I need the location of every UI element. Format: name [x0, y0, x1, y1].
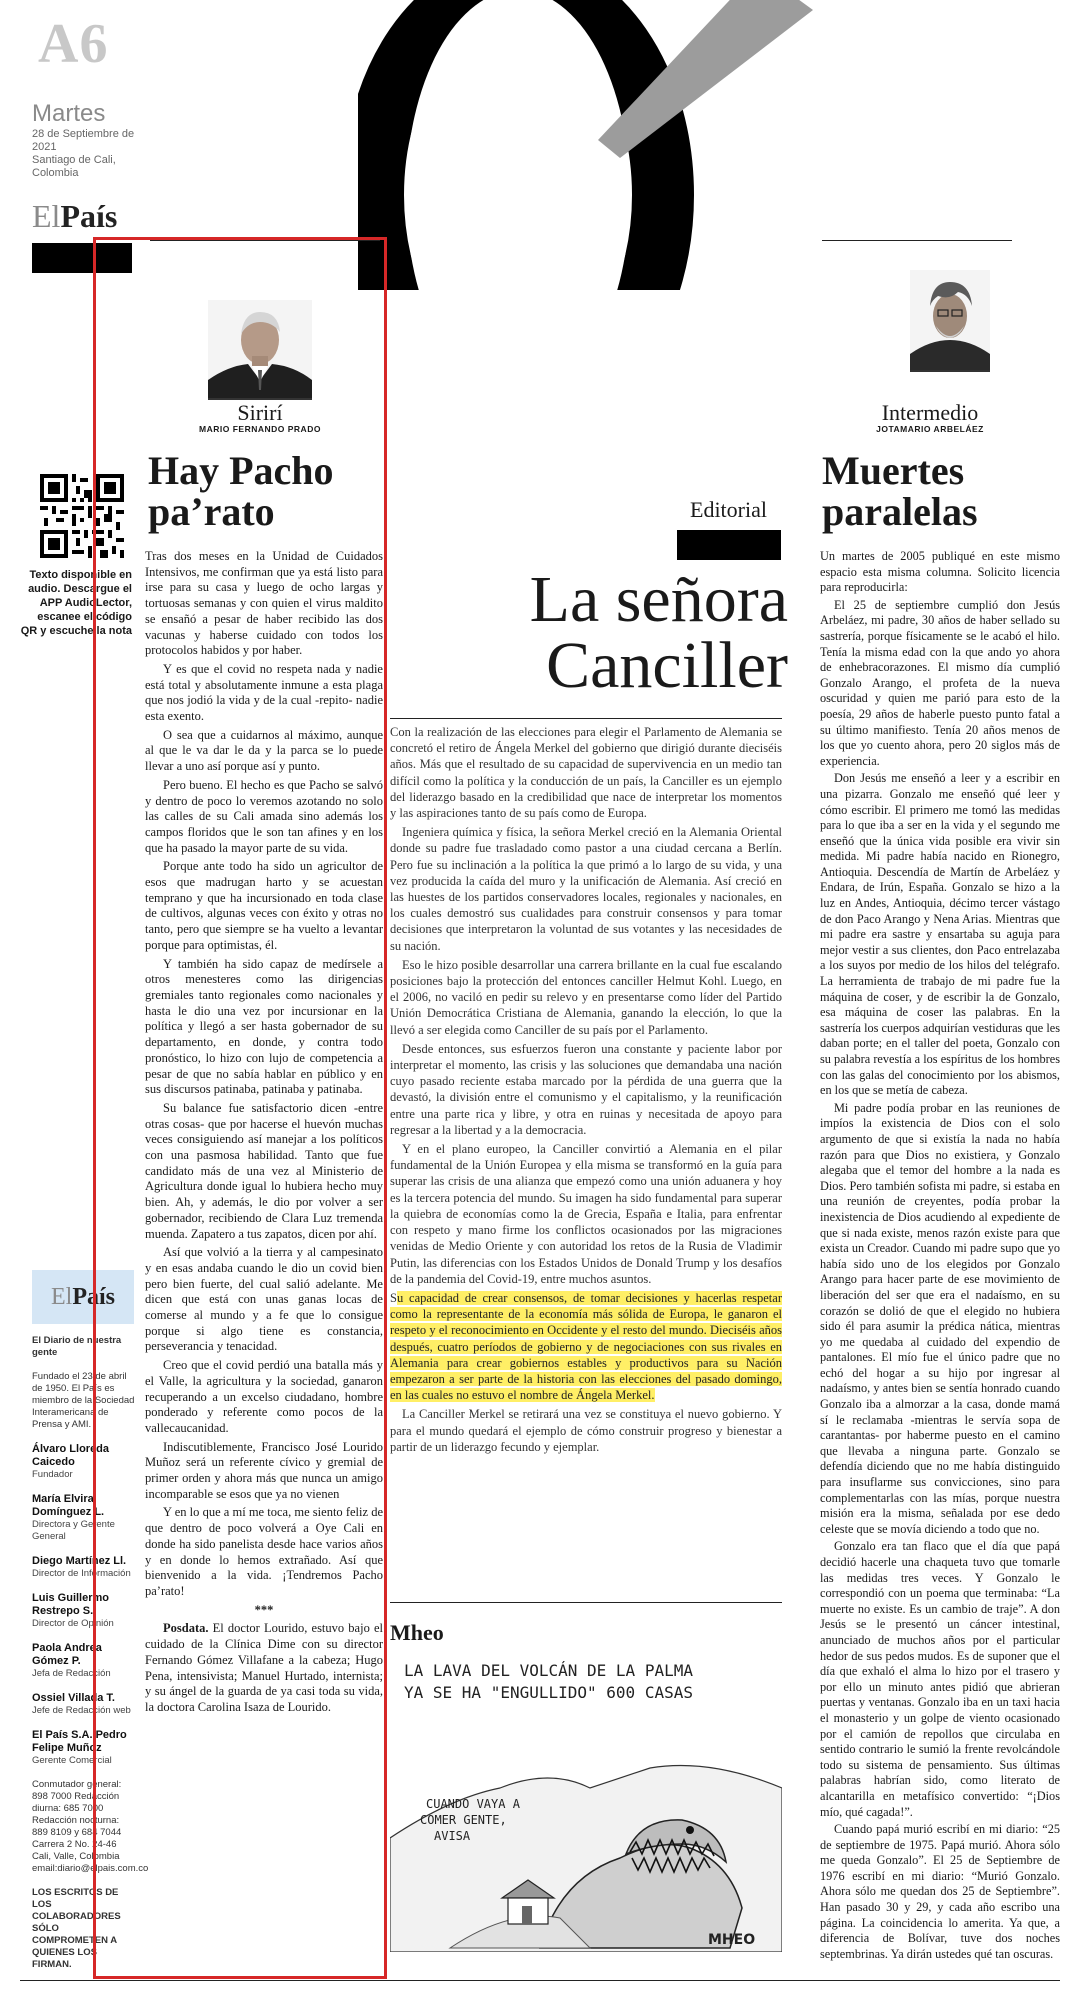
paragraph: Su balance fue satisfactorio dicen -entre otras cosas- que por hacerse el huevón muchas veces consiguiendo así manejar a los políticos con una pasmosa habilidad. Tanto que fue candidato más de una vez al Ministerio de Agricultura donde igual lo hubiera hecho muy bien. Ah, y además, le dio por volver a ser gobernador, recibiendo de Clara Luz tremenda muenda. Zapatero a tus zapatos, dicen por ahí. — [145, 1100, 383, 1241]
qr-caption: Texto disponible en audio. Descargue el APP AudioLector, escanee el código QR y escuche la nota — [20, 569, 132, 637]
staff-name: Álvaro Lloreda Caicedo — [32, 1443, 110, 1468]
paragraph: Cuando papá murió escribí en mi diario: “25 de septiembre de 1975. Papá murió. Ahora sólo me queda Gonzalo”. El 25 de Septiembre de 1976 escribí en mi diario: “Murió Gonzalo. Ahora sólo me quedan dos 25 de Septiembre”. Han pasado 30 y 29, y cada año escribo una página. La coincidencia lo amerita. Ya que, a diferencia de Bolívar, tuve dos noches septembrinas. Ya dirán ustedes qué tan oscuras. — [820, 1822, 1060, 1961]
column-title: Muertes paralelas — [822, 448, 978, 534]
staff-name: Diego Martínez Ll. — [32, 1555, 127, 1567]
cartoon-bubble-line3: AVISA — [434, 1829, 471, 1843]
masthead-contact: Conmutador general: 898 7000 Redacción diurna: 685 7000 Redacción nocturna: 889 8109 y 684 7044 Carrera 2 No. 24-46 Cali, Valle, Colombia email:diario@elpais.com.co — [32, 1779, 149, 1874]
cartoon-illustration — [390, 1648, 782, 1952]
staff-role: Director de Opinión — [32, 1618, 114, 1629]
highlighted-text: u capacidad de crear consensos, de tomar decisiones y hacerlas respetar como la representante de la economía más sólida de Europa, le ganaron el respeto y el reconocimiento en Occidente y el resto del mundo. Dieciséis años después, cuatro períodos de gobierno y de negociaciones con sus rivales en Alemania para crear gobiernos estables y productivos para su Nación empezaron a ser parte de la historia con las elecciones del pasado domingo, en las cuales no estuvo el nombre de Ángela Merkel. — [390, 1290, 782, 1403]
column-author: JOTAMARIO ARBELÁEZ — [876, 424, 984, 434]
city: Santiago de Cali, — [32, 154, 116, 166]
postdata-text: El doctor Lourido, estuvo bajo el cuidado de la Clínica Dime con su director Fernando Gómez Villafane a la cabeza; Hugo Pena, intensivista; Manuel Hurtado, internista; y su ángel de la guarda de ya casi toda su vida, la doctora Carolina Isaza de Lourido. — [145, 1621, 383, 1714]
postdata-label: Posdata. — [163, 1621, 209, 1636]
column-title: Hay Pacho pa’rato — [148, 448, 334, 534]
staff-role: Jefe de Redacción web — [32, 1705, 131, 1716]
paragraph: Un martes de 2005 publiqué en este mismo espacio esta misma columna. Solicito licencia para reproducirla: — [820, 549, 1060, 595]
cartoon-signature: MHEO — [708, 1932, 756, 1948]
editorial-rule — [390, 718, 782, 719]
paragraph: Y es que el covid no respeta nada y nadie está total y absolutamente inmune a esta plaga que nos jodió la vida y de la cual -repito- nadie esta exento. — [145, 661, 383, 724]
editorial-title: La señora Canciller — [529, 563, 788, 702]
staff-role: Director de Información — [32, 1568, 131, 1579]
cartoon-caption-line1: LA LAVA DEL VOLCÁN DE LA PALMA — [404, 1661, 693, 1680]
cartoon-bubble-line2: COMER GENTE, — [420, 1813, 507, 1827]
column-author: MARIO FERNANDO PRADO — [199, 424, 321, 434]
editorial-body — [390, 724, 782, 1458]
paragraph: Eso le hizo posible desarrollar una carrera brillante en la cual fue escalando posiciones bajo la protección del entonces canciller Helmut Kohl. Luego, en el 2006, no vaciló en pedir su relevo y en presentarse como líder del Partido Unión Democrática Cristiana de Alemania, ganando la elección, lo que la llevó a ser elegida como Canciller de su país por el Parlamento. — [390, 957, 782, 1037]
paragraph: Pero bueno. El hecho es que Pacho se salvó y dentro de poco lo veremos azotando no solo las calles de su Cali amada sino además los campos floridos que le son tan afines y en los que ha pasado la mayor parte de su vida. — [145, 777, 383, 855]
staff-role: Gerente Comercial — [32, 1755, 112, 1766]
cartoon-bubble-line1: CUANDO VAYA A — [426, 1797, 520, 1811]
paragraph: Don Jesús me enseñó a leer y a escribir en una pizarra. Gonzalo me enseñó qué leer y cómo escribir. El primero me tomó las medidas para lo que iba a ser en la vida y el segundo me enseñó que la única vida posible era vivir sin medida. Mi padre había nacido en Rionegro, Antioquia. Descendía de Martín de Arbeláez y Endara, de Irún, España. Gonzalo se hizo a la luz en Andes, Antioquia, décimo tercer vástago de don Paco Arango y Nena Arias. Mientras que mi padre era sastre y ensartaba su aguja para mejor vestir a sus clientes, don Paco entrelazaba a los suyos por medio de los hilos del telégrafo. La herramienta de trabajo de mi padre fue la máquina de coser, y de escribir la de Gonzalo, esa máquina de coser las palabras. En la sastrería los cuerpos adquirían vestiduras que les daban porte; en el taller del poeta, Gonzalo con su palabra revestía a los espíritus de los hombres con las galas del conocimiento por los abismos, en los que se metía de cabeza. — [820, 771, 1060, 1098]
paragraph: Y en lo que a mí me toca, me siento feliz de que dentro de poco volverá a Oye Cali en donde ha sido panelista desde hace varios años y en donde lo hemos extrañado. Así que bienvenido a la vida. ¡Tendremos Pacho pa’rato! — [145, 1505, 383, 1598]
masthead-tagline: El Diario de nuestra gente — [32, 1335, 122, 1358]
masthead-disclaimer: LOS ESCRITOS DE LOS COLABORADORES SÓLO COMPROMETEN A QUIENES LOS FIRMAN. — [32, 1887, 121, 1970]
page-number: A6 — [38, 13, 109, 75]
highlight-first-letter: S — [390, 1290, 397, 1305]
paragraph: El 25 de septiembre cumplió don Jesús Arbeláez, mi padre, 30 años de haber sellado su sastrería, porque físicamente se le acabó el hilo. Tenía la misma edad con la que ando yo ahora de enhebracorazones. El mismo día cumplió Gonzalo Arango, el profeta de la nueva oscuridad y quien me parió para esto de la poesía, 29 años de haberle puesto punto fatal a su último manifiesto. Tenía 20 años menos de los que yo cuento ahora, pero 20 siglos más de experiencia. — [820, 597, 1060, 768]
logo-suffix: País — [60, 198, 118, 234]
staff-role: Directora y Gerente General — [32, 1519, 115, 1542]
annotation-box — [93, 237, 387, 1979]
paragraph: Porque ante todo ha sido un agricultor de esos que madrugan harto y se acuestan temprano y que ha incursionado en toda clase de cultivos, algunas veces con éxito y otras no tanto, pero que siempre se ha vuelto a levantar porque para optimistas, él. — [145, 859, 383, 952]
dateline — [32, 100, 142, 180]
paragraph: Y en el plano europeo, la Canciller convirtió a Alemania en el pilar fundamental de la Unión Europea y ella misma se transformó en la guía para superar las crisis de una alianza que empezó como una unión aduanera y hoy es la tercera potencia del mundo. Su imagen ha sido fundamental para superar la quiebra de economías como la de Grecia, España e Italia, para enfrentar con respeto y mano firme los conflictos ocasionados por las migraciones venidas de Medio Oriente y con autoridad los retos de la Rusia de Vladimir Putin, las diferencias con los Estados Unidos de Donald Trump y los desafíos de la pandemia del Covid-19, entre muchos asuntos. — [390, 1142, 782, 1286]
section-separator: *** — [254, 1602, 274, 1617]
paragraph: Así que volvió a la tierra y al campesinato y en esas andaba cuando le dio un covid bien pero bien fuerte, del cual salió adelante. Me dicen que está con unas ganas locas de comerse al mundo y a fe que lo consigue porque si algo tiene es constancia, perseverancia y tenacidad. — [145, 1245, 383, 1354]
paragraph: Indiscutiblemente, Francisco José Lourido Muñoz será un referente cívico y gremial de primer orden y ahora más que nunca un amigo incomparable se esos que ya no vienen — [145, 1439, 383, 1501]
masthead-founded: Fundado el 23 de abril de 1950. El País es miembro de la Sociedad Interamericana de Prensa y AMI. — [32, 1371, 135, 1430]
column-section-name: Sirirí — [237, 400, 283, 425]
staff-name: Ossiel Villada T. — [32, 1692, 115, 1704]
highlighted-paragraph — [390, 1290, 782, 1403]
newspaper-logo — [32, 198, 117, 235]
country: Colombia — [32, 167, 79, 179]
author-photo-intermedio — [910, 270, 990, 372]
paragraph: La Canciller Merkel se retirará una vez se constituya el nuevo gobierno. Y para el mundo quedará el ejemplo de cómo construir progreso y bienestar a partir de un liderazgo fecundo y ejemplar. — [390, 1407, 782, 1454]
cartoon-caption-line2: YA SE HA "ENGULLIDO" 600 CASAS — [404, 1683, 693, 1702]
paragraph: Tras dos meses en la Unidad de Cuidados Intensivos, me confirman que ya está listo para irse para su casa y luego de ocho largas y tortuosas semanas y con quien el virus maldito se ensañó a pesar de haber recibido las dos vacunas y haberse cuidado con todos los protocolos habidos y por haber. — [145, 549, 383, 658]
opinion-o-logo — [358, 0, 818, 290]
paragraph: Creo que el covid perdió una batalla más y el Valle, la agricultura y la sociedad, ganaron recuperando a un excelso ciudadano, hombre ponderado y referente como pocos de la vallecaucanidad. — [145, 1358, 383, 1435]
masthead-logo-suffix: País — [72, 1283, 115, 1310]
staff-role: Fundador — [32, 1469, 73, 1480]
logo-prefix: El — [32, 198, 61, 234]
paragraph: Con la realización de las elecciones para elegir el Parlamento de Alemania se concretó el retiro de Ángela Merkel del gobierno que dirigió durante dieciséis años. Más que el resultado de su capacidad de supervivencia en un medio tan difícil como la política y la conducción de un país, la Canciller es un ejemplo del liderazgo basado en la credibilidad que nace de interpretar los momentos y las aspiraciones tanto de su país como de Europa. — [390, 725, 782, 821]
intermedio-top-rule — [822, 240, 1012, 241]
footer-rule — [20, 1980, 1060, 1981]
masthead-logo-prefix: El — [51, 1283, 73, 1310]
editorial-bar — [677, 530, 781, 560]
staff-role: Jefa de Redacción — [32, 1668, 111, 1679]
paragraph: Gonzalo era tan flaco que el día que papá decidió hacerle una chaqueta tuvo que tomarle las medidas tres veces. Y Gonzalo le correspondió con un poema que terminaba: “La muerte no existe. Es un cambio de traje”. A don Jesús se le presentó un cáncer intestinal, anunciado de muchos años por el particular hedor de sus pedos mudos. Es de suponer que el día que exhaló el alma lo hizo por el trasero y por ello un minuto antes pidió que abrieran puertas y ventanas. Gonzalo iba en un taxi hacia el monasterio y un golpe de viento ocasionado por el camión de repollos que circulaba en sentido contrario le sumió la frente revolcándole todo su sistema de pensamiento. Sus últimas palabras habrían sido, como literato de alcantarilla en metafísico convertido: “¡Dios mío, qué cagada!”. — [820, 1539, 1060, 1819]
column-body — [820, 549, 1060, 1964]
paragraph: O sea que a cuidarnos al máximo, aunque al que le va dar le da y la parca se lo puede llevar a uno así porque así y punto. — [145, 727, 383, 774]
paragraph: Desde entonces, sus esfuerzos fueron una constante y paciente labor por interpretar el momento, las crisis y las soluciones que demandaba una nación cuyo pasado reciente estaba marcado por la pérdida de una guerra que la devastó, la división entre el comunismo y el capitalismo, y la reunificación entre una parte rica y libre, y otra en ruinas y necesitada de apoyo para regresar a la libertad y a la democracia. — [390, 1041, 782, 1137]
staff-name: Luis Guillermo Restrepo S. — [32, 1592, 110, 1617]
paragraph: Ingeniera química y física, la señora Merkel creció en la Alemania Oriental donde su padre fue trasladado como pastor a una ciudad cercana a Berlín. Pero fue su inclinación a la política la que primó a lo largo de su vida, y una vez producida la caída del muro y la unificación de Alemania. Así creció en las huestes de los partidos conservadores locales, regionales y nacionales, en los cuales demostró sus cualidades para construir consensos y para tomar decisiones que interpretaron la voluntad de sus votantes y las necesidades de su nación. — [390, 825, 782, 953]
staff-name: El País S.A. Pedro Felipe Muñoz — [32, 1729, 127, 1754]
date: 28 de Septiembre de 2021 — [32, 128, 135, 153]
staff-name: Paola Andrea Gómez P. — [32, 1642, 102, 1667]
cartoon-rule — [390, 1602, 782, 1603]
cartoon-label: Mheo — [390, 1620, 444, 1645]
staff-name: María Elvira Domínguez L. — [32, 1493, 105, 1518]
paragraph: Mi padre podía probar en las reuniones de impíos la existencia de Dios con el solo argumento de que si existía la nada no había razón para que Dios no existiera, y Gonzalo alegaba que el temor del hombre a la nada es Dios. Pero también sofista mi padre, si estaba en una reunión de creyentes, podía probar la inexistencia de Dios acudiendo al expediente de que si nada existe, menos razón existe para que exista un Creador. Cuando mi padre supo que yo había sido uno de los elegidos por Gonzalo Arango para hacer parte de ese movimiento de liberación del ser que era el nadaísmo, en su corazón se dolió de que el elegido no hubiera sido él para asumir la prédica nática, mientras yo me quedaba al cuidado del expendio de pantalones. El mío fue el único padre que no echó del hogar a su hijo por ingresar al nadaísmo, y antes bien se sentía honrado cuando Gonzalo iba a almorzar a la casa, donde mamá sí le reclamaba -mientras le servía sopa de carantantas- por haberme puesto en el camino que llevaba a ninguna parte. Gonzalo se defendía diciendo que no me había distinguido para insuflarme sus convicciones, sino para complementarlas con las mías, porque nuestra misión era la misma, señalada por ese dedo celeste que se movía diciendo a todo que no. — [820, 1100, 1060, 1536]
editorial-label: Editorial — [690, 497, 767, 522]
weekday: Martes — [32, 100, 106, 127]
column-section-name: Intermedio — [881, 400, 979, 425]
paragraph: Y también ha sido capaz de medírsele a otros menesteres como las dirigencias gremiales tanto regionales como nacionales y hasta le dio una vez por incursionar en la política y llegó a ser hasta gobernador de su departamento, en donde, y contra todo pronóstico, lo hizo con lujo de competencia a pesar de que no sabía hablar en público y en sus discursos patinaba, patinaba y patinaba. — [145, 956, 383, 1097]
